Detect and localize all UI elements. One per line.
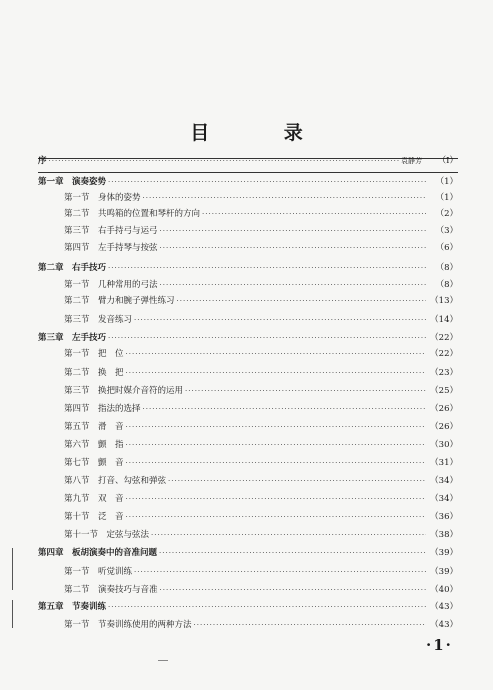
toc-entry-label: 第三节 换把时媒介音符的运用	[64, 386, 184, 396]
dot-leader	[134, 565, 426, 579]
toc-section-entry	[64, 384, 458, 398]
toc-entry-page: （2）	[435, 209, 458, 219]
toc-entry-author: 袁静芳	[401, 157, 422, 165]
dot-leader	[108, 175, 426, 189]
toc-entry-page: （8）	[435, 280, 458, 290]
toc-entry-page: （40）	[430, 585, 458, 595]
toc-entry-page: （30）	[430, 440, 458, 450]
toc-section-entry	[64, 347, 458, 361]
toc-section-entry	[64, 224, 458, 238]
toc-entry-label: 第七节 颤 音	[64, 458, 124, 468]
dot-leader	[126, 438, 426, 452]
toc-entry-label: 第一节 几种常用的弓法	[64, 280, 158, 290]
dot-leader	[108, 331, 426, 345]
dot-leader	[126, 347, 426, 361]
dot-leader	[126, 510, 426, 524]
toc-entry-label: 第六节 颤 指	[64, 440, 124, 450]
scan-margin-mark	[12, 600, 13, 628]
preface-divider	[38, 172, 458, 173]
toc-entry-label: 第一章 演奏姿势	[38, 177, 107, 187]
toc-entry-label: 第十节 泛 音	[64, 512, 124, 522]
toc-entry-label: 第四节 指法的选择	[64, 404, 141, 414]
dot-leader	[202, 207, 426, 221]
toc-section-entry	[64, 583, 458, 597]
toc-section-entry	[64, 420, 458, 434]
toc-section-entry	[64, 207, 458, 221]
toc-entry-label: 第一节 把 位	[64, 349, 124, 359]
dot-leader	[160, 278, 426, 292]
dot-leader	[194, 618, 426, 632]
toc-entry-label: 第四章 板胡演奏中的音准问题	[38, 548, 158, 558]
toc-entry-page: （23）	[430, 368, 458, 378]
toc-section-entry	[64, 510, 458, 524]
toc-entry-label: 第二章 右手技巧	[38, 263, 107, 273]
toc-entry-page: （39）	[430, 548, 458, 558]
toc-entry-page: （Ⅰ）	[437, 156, 458, 166]
toc-section-entry	[64, 438, 458, 452]
dot-leader	[134, 313, 426, 327]
dot-leader	[185, 384, 426, 398]
dot-leader	[160, 583, 426, 597]
toc-entry-label: 第四节 左手持琴与按弦	[64, 243, 158, 253]
toc-section-entry	[64, 492, 458, 506]
toc-entry-label: 第二节 臂力和腕子弹性练习	[64, 296, 175, 306]
toc-section-entry	[64, 294, 458, 308]
toc-entry-page: （6）	[435, 243, 458, 253]
toc-entry-page: （14）	[430, 315, 458, 325]
dot-leader	[49, 154, 399, 168]
scan-speck	[158, 660, 168, 661]
toc-section-entry	[64, 565, 458, 579]
toc-entry-label: 第五节 滑 音	[64, 422, 124, 432]
dot-leader	[126, 366, 426, 380]
toc-chapter-entry	[38, 175, 458, 189]
toc-entry-label: 第三节 右手持弓与运弓	[64, 226, 158, 236]
toc-section-entry	[64, 618, 458, 632]
page-title: 目 录	[190, 122, 337, 144]
toc-entry-page: （31）	[430, 458, 458, 468]
dot-leader	[160, 224, 426, 238]
toc-entry-label: 第二节 演奏技巧与音准	[64, 585, 158, 595]
toc-entry-page: （1）	[435, 177, 458, 187]
toc-entry-label: 第一节 身体的姿势	[64, 193, 141, 203]
toc-entry-page: （36）	[430, 512, 458, 522]
toc-section-entry	[64, 528, 458, 542]
toc-entry-label: 第三节 发音练习	[64, 315, 133, 325]
toc-entry-label: 第五章 节奏训练	[38, 602, 107, 612]
toc-entry-label: 第一节 节奏训练使用的两种方法	[64, 620, 192, 630]
toc-entry-page: （22）	[430, 349, 458, 359]
toc-entry-label: 第三章 左手技巧	[38, 333, 107, 343]
toc-section-entry	[64, 456, 458, 470]
dot-leader	[126, 456, 426, 470]
toc-entry-page: （3）	[435, 226, 458, 236]
toc-entry-label: 第二节 共鸣箱的位置和琴杆的方向	[64, 209, 201, 219]
toc-entry-page: （25）	[430, 386, 458, 396]
dot-leader	[177, 294, 426, 308]
dot-leader	[160, 241, 426, 255]
toc-section-entry	[64, 278, 458, 292]
page-number: ·1·	[426, 636, 453, 654]
toc-entry-page: （39）	[430, 567, 458, 577]
toc-entry-page: （1）	[435, 193, 458, 203]
dot-leader	[143, 402, 426, 416]
scan-margin-mark	[12, 548, 13, 590]
toc-entry-page: （8）	[435, 263, 458, 273]
toc-chapter-entry	[38, 546, 458, 560]
dot-leader	[168, 474, 426, 488]
toc-entry-page: （43）	[430, 602, 458, 612]
toc-entry-label: 第八节 打音、勾弦和弹弦	[64, 476, 167, 486]
toc-section-entry	[64, 191, 458, 205]
dot-leader	[108, 600, 426, 614]
dot-leader	[151, 528, 426, 542]
toc-section-entry	[64, 313, 458, 327]
toc-entry-page: （22）	[430, 333, 458, 343]
toc-section-entry	[64, 474, 458, 488]
toc-entry-label: 序	[38, 156, 47, 166]
toc-chapter-entry	[38, 600, 458, 614]
toc-entry-label: 第十一节 定弦与弦法	[64, 530, 150, 540]
toc-chapter-entry	[38, 331, 458, 345]
toc-entry-label: 第一节 听觉训练	[64, 567, 133, 577]
dot-leader	[126, 420, 426, 434]
toc-section-entry	[64, 241, 458, 255]
toc-section-entry	[64, 366, 458, 380]
toc-entry-page: （26）	[430, 404, 458, 414]
toc-section-entry	[64, 402, 458, 416]
toc-entry-label: 第九节 双 音	[64, 494, 124, 504]
toc-entry-page: （13）	[430, 296, 458, 306]
toc-entry-page: （26）	[430, 422, 458, 432]
dot-leader	[143, 191, 426, 205]
toc-entry-page: （34）	[430, 494, 458, 504]
toc-entry-page: （43）	[430, 620, 458, 630]
dot-leader	[159, 546, 426, 560]
toc-chapter-entry	[38, 261, 458, 275]
toc-entry-page: （38）	[430, 530, 458, 540]
toc-entry-label: 第二节 换 把	[64, 368, 124, 378]
dot-leader	[108, 261, 426, 275]
toc-chapter-entry	[38, 154, 458, 168]
dot-leader	[126, 492, 426, 506]
toc-entry-page: （34）	[430, 476, 458, 486]
